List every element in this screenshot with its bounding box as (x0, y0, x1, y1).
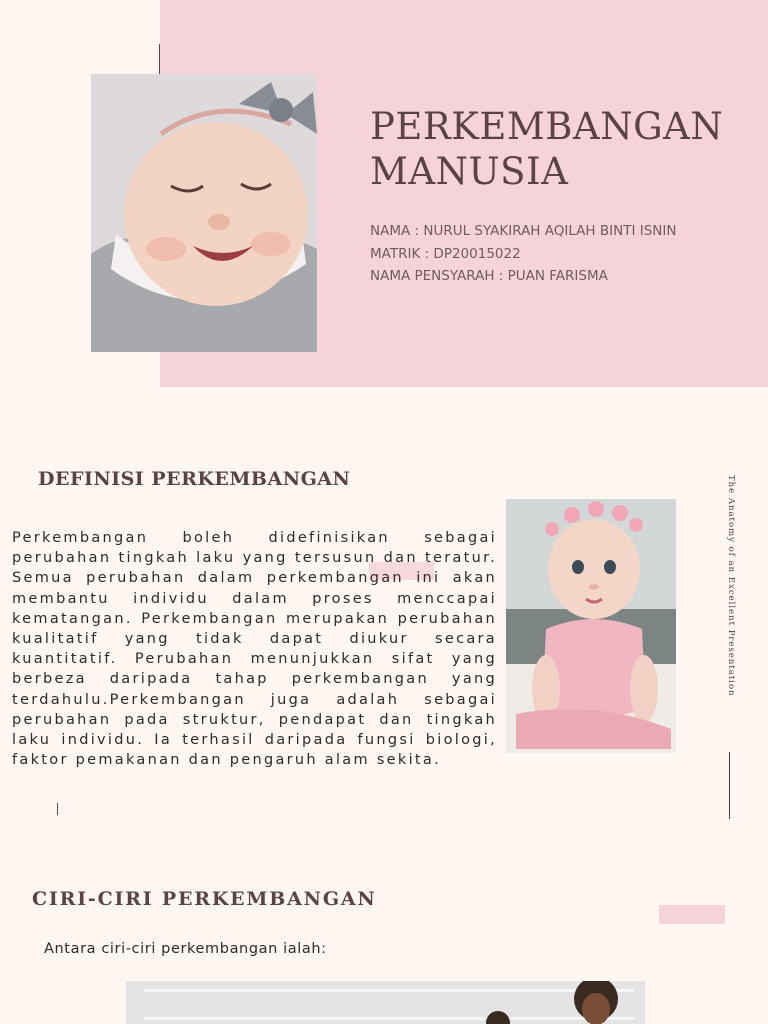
student-name: NAMA : NURUL SYAKIRAH AQILAH BINTI ISNIN (370, 223, 677, 239)
characteristics-heading: CIRI-CIRI PERKEMBANGAN (32, 888, 377, 910)
smiling-baby-illustration (91, 74, 317, 352)
text-cursor-mark (57, 803, 58, 815)
title-line-2: MANUSIA (370, 150, 569, 193)
children-illustration (126, 981, 645, 1024)
decorative-line-top (159, 44, 160, 74)
definition-heading: DEFINISI PERKEMBANGAN (38, 468, 351, 490)
title-line-1: PERKEMBANGAN (370, 105, 724, 148)
lecturer-name: NAMA PENSYARAH : PUAN FARISMA (370, 268, 608, 284)
baby-flower-crown-illustration (506, 499, 676, 753)
decorative-line-right (729, 752, 730, 819)
side-caption: The Anatomy of an Excellent Presentation (726, 475, 736, 697)
student-matric: MATRIK : DP20015022 (370, 245, 521, 262)
baby-photo-top (91, 74, 317, 352)
author-info (370, 220, 760, 288)
baby-photo-middle (506, 499, 676, 753)
definition-paragraph: Perkembangan boleh didefinisikan sebagai perubahan tingkah laku yang tersusun dan teratur. Semua perubahan dalam perkembangan ini akan membantu individu dalam proses menccapai kematangan. Perkembangan merupakan perubahan kualitatif yang tidak dapat diukur secara kuantitatif. Perubahan menunjukkan sifat yang berbeza daripada tahap perkembangan yang terdahulu.Perkembangan juga adalah sebagai perubahan pada struktur, pendapat dan tingkah laku individu. Ia terhasil daripada fungsi biologi, faktor pemakanan dan pengaruh alam sekita. (12, 530, 497, 769)
decorative-pink-tab-2 (659, 905, 725, 924)
characteristics-intro: Antara ciri-ciri perkembangan ialah: (44, 941, 327, 957)
page-title (370, 104, 760, 194)
children-photo-bottom (126, 981, 645, 1024)
